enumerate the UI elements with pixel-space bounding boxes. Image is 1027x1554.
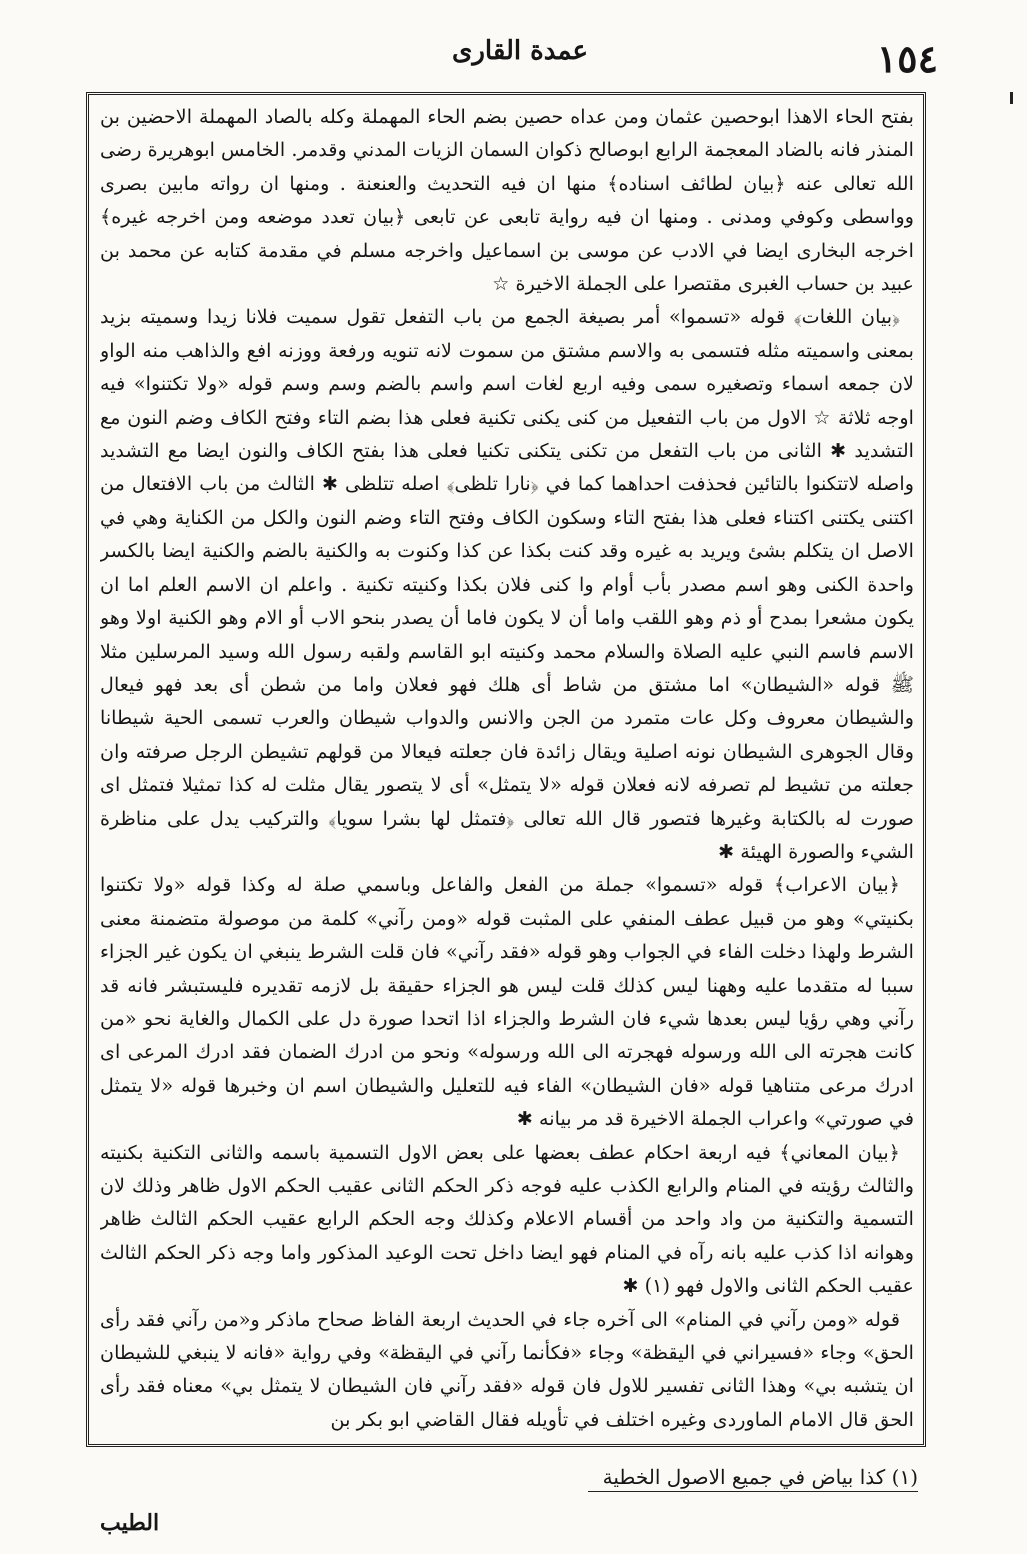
page-number: ١٥٤ (876, 36, 938, 81)
paragraph-lughat: ﴿بيان اللغات﴾ قوله «تسموا» أمر بصيغة الجمع من باب التفعل تقول سميت فلانا زيدا وسميته بزيد بمعنى واسميته مثله فتسمى به والاسم مشتق من سموت لانه تنويه ورفعة ووزنه افع والذاهب منه الواو لان جمعه اسماء وتصغيره سمى وفيه اربع لغات اسم واسم بالضم وسم وسم قوله «ولا تكتنوا» فيه اوجه ثلاثة ☆ الاول من باب التفعيل من كنى يكنى تكنية فعلى هذا بضم التاء وفتح الكاف وضم النون مع التشديد ✱ الثانى من باب التفعل من تكنى يتكنى تكنيا فعلى هذا بفتح الكاف والنون ايضا مع التشديد واصله لاتتكنوا بالتائين فحذفت احداهما كما في ﴿نارا تلظى﴾ اصله تتلظى ✱ الثالث من باب الافتعال من اكتنى يكتنى اكتناء فعلى هذا بفتح التاء وسكون الكاف وفتح التاء وضم النون والكل من الكناية وهي في الاصل ان يتكلم بشئ ويريد به غيره وقد كنت بكذا عن كذا وكنوت به والكنية بالضم والكنية ايضا بالكسر واحدة الكنى وهو اسم مصدر بأب أوام وا كنى فلان بكذا وكنيته تكنية . واعلم ان الاسم العلم اما ان يكون مشعرا بمدح أو ذم وهو اللقب واما أن لا يكون فاما أن يصدر بنحو الاب أو الام وهو الكنية اولا وهو الاسم فاسم النبي عليه الصلاة والسلام محمد وكنيته ابو القاسم ولقبه رسول الله وسيد المرسلين مثلا ﷺ قوله «الشيطان» اما مشتق من شاط أى هلك فهو فعلان واما من شطن أى بعد فهو فيعال والشيطان معروف وكل عات متمرد من الجن والانس والدواب شيطان والعرب تسمى الحية شيطانا وقال الجوهرى الشيطان نونه اصلية ويقال زائدة فان جعلته فيعالا من قولهم تشيطن الرجل صرفته وان جعلته من تشيط لم تصرفه لانه فعلان قوله «لا يتمثل» أى لا يتصور يقال مثلت له كذا تمثيلا فتمثل اى صورت له بالكتابة وغيرها فتصور قال الله تعالى ﴿فتمثل لها بشرا سويا﴾ والتركيب يدل على مناظرة الشيء والصورة الهيئة ✱ (100, 305, 914, 863)
footnote-rule (588, 1491, 918, 1492)
running-title: عمدة القارى (452, 36, 588, 66)
paragraph-maani: ﴿بيان المعاني﴾ فيه اربعة احكام عطف بعضها على بعض الاول التسمية باسمه والثانى التكنية بكنيته والثالث رؤيته في المنام والرابع الكذب عليه فوجه ذكر الحكم الثانى عقيب الحكم الاول ظاهر وذلك لان التسمية والتكنية من واد واحد من أقسام الاعلام وكذلك وجه الحكم الرابع عقيب الحكم الثالث ظاهر وهوانه اذا كذب عليه بانه رآه في المنام فهو ايضا داخل تحت الوعيد المذكور واما وجه ذكر الحكم الثالث عقيب الحكم الثانى والاول فهو (١) ✱ (100, 1140, 914, 1298)
paragraph-irab: ﴿بيان الاعراب﴾ قوله «تسموا» جملة من الفعل والفاعل وباسمي صلة له وكذا قوله «ولا تكتنوا بكنيتي» وهو من قبيل عطف المنفي على المثبت قوله «ومن رآني» كلمة من موصولة متضمنة معنى الشرط ولهذا دخلت الفاء في الجواب وهو قوله «فقد رآني» فان قلت الشرط ينبغي ان يكون غير الجزاء سببا له متقدما عليه وههنا ليس كذلك قلت ليس هو الجزاء حقيقة بل لازمه تقديره فليستبشر فانه قد رآني وهي رؤيا ليس بعدها شيء فان الشرط والجزاء اذا اتحدا صورة دل على الكمال والغاية نحو «من كانت هجرته الى الله ورسوله فهجرته الى الله ورسوله» ونحو من ادرك الضمان فقد ادرك المرعى اى ادرك مرعى متناهيا قوله «فان الشيطان» الفاء فيه للتعليل والشيطان اسم ان وخبرها قوله «لا يتمثل في صورتي» واعراب الجملة الاخيرة قد مر بيانه ✱ (100, 873, 914, 1131)
footnote-text: (١) كذا بياض في جميع الاصول الخطية (602, 1465, 918, 1489)
margin-mark (1010, 92, 1013, 104)
main-text (100, 100, 914, 1445)
page-header (90, 30, 950, 80)
footnote (90, 1460, 918, 1494)
paragraph-commentary: قوله «ومن رآني في المنام» الى آخره جاء في الحديث اربعة الفاظ صحاح ماذكر و«من رآني فقد رأى الحق» وجاء «فسيراني في اليقظة» وجاء «فكأنما رآني في اليقظة» وفي رواية «فانه لا ينبغي للشيطان ان يتشبه بي» وهذا الثانى تفسير للاول فان قوله «فقد رآني فان الشيطان لا يتمثل بي» معناه فقد رأى الحق قال الامام الماوردى وغيره اختلف في تأويله فقال القاضي ابو بكر بن (100, 1307, 914, 1431)
paragraph-isnad: بفتح الحاء الاهذا ابوحصين عثمان ومن عداه حصين بضم الحاء المهملة وكله بالصاد المهملة الاحضين بن المنذر فانه بالضاد المعجمة الرابع ابوصالح ذكوان السمان الزيات المدني وقدمر. الخامس ابوهريرة رضى الله تعالى عنه ﴿بيان لطائف اسناده﴾ منها ان فيه التحديث والعنعنة . ومنها ان رواته مابين بصرى وواسطى وكوفي ومدنى . ومنها ان فيه رواية تابعى عن تابعى ﴿بيان تعدد موضعه ومن اخرجه غيره﴾ اخرجه البخارى ايضا في الادب عن موسى بن اسماعيل واخرجه مسلم في مقدمة كتابه عن محمد بن عبيد بن حساب الغبرى مقتصرا على الجملة الاخيرة ☆ (100, 105, 914, 296)
catchword: الطيب (100, 1510, 160, 1536)
